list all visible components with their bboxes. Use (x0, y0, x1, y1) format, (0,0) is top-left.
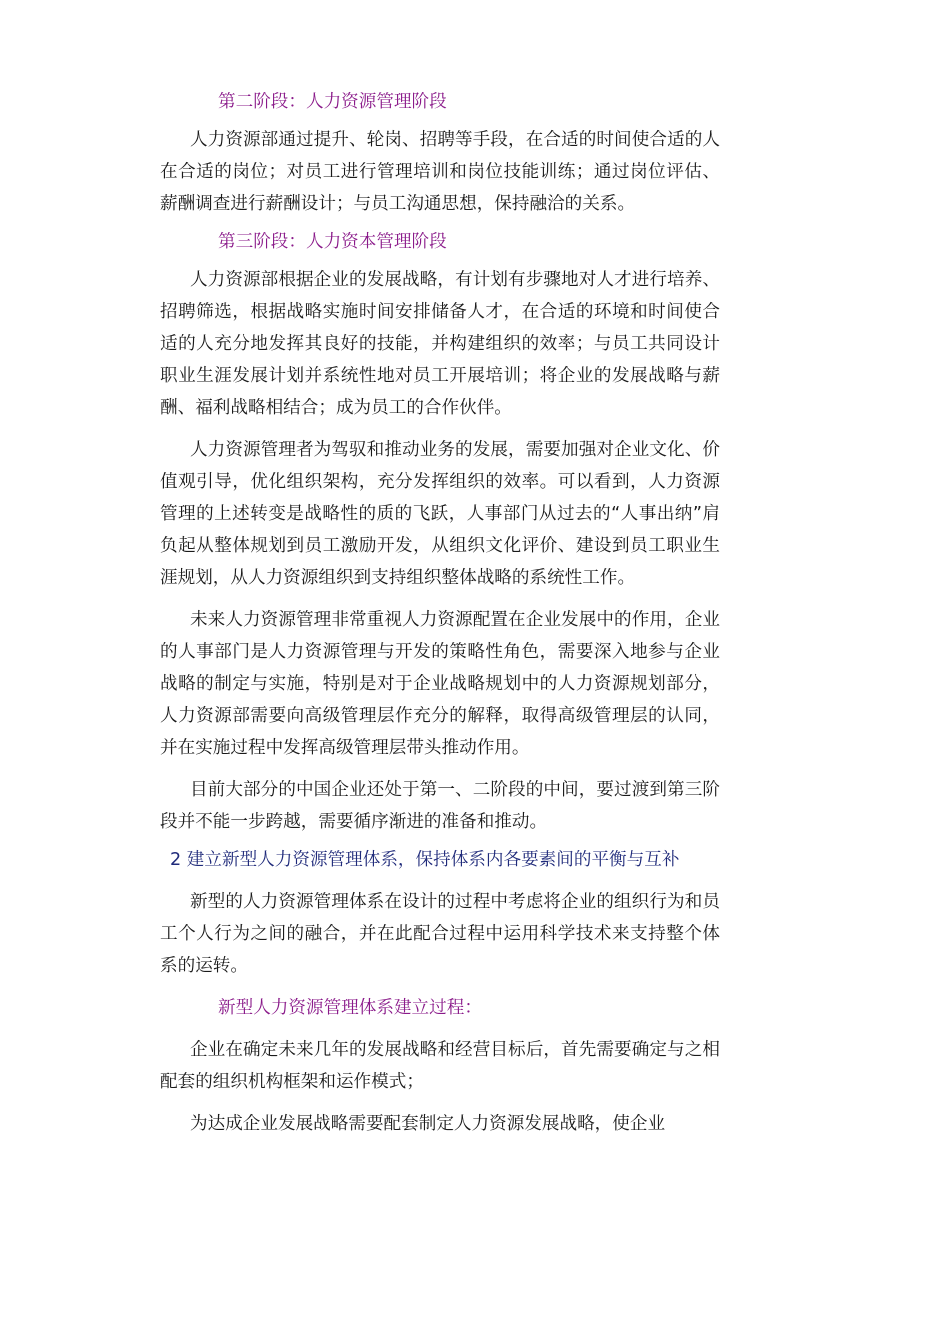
heading-section-2: 2 建立新型人力资源管理体系，保持体系内各要素间的平衡与互补 (170, 850, 680, 870)
heading-process: 新型人力资源管理体系建立过程： (218, 998, 482, 1018)
heading-stage-2: 第二阶段：人力资源管理阶段 (218, 92, 447, 112)
document-page (160, 86, 720, 1140)
paragraph-future-hr: 未来人力资源管理非常重视人力资源配置在企业发展中的作用，企业的人事部门是人力资源管理与开发的策略性角色，需要深入地参与企业战略的制定与实施，特别是对于企业战略规划中的人力资源规划部分，人力资源部需要向高级管理层作充分的解释，取得高级管理层的认同，并在实施过程中发挥高级管理层带头推动作用。 (160, 610, 720, 758)
paragraph-current-status: 目前大部分的中国企业还处于第一、二阶段的中间，要过渡到第三阶段并不能一步跨越，需要循序渐进的准备和推动。 (160, 780, 720, 832)
paragraph-process-step-1: 企业在确定未来几年的发展战略和经营目标后，首先需要确定与之相配套的组织机构框架和运作模式； (160, 1040, 720, 1092)
paragraph-process-step-2: 为达成企业发展战略需要配套制定人力资源发展战略，使企业 (190, 1114, 666, 1134)
paragraph-stage-2: 人力资源部通过提升、轮岗、招聘等手段，在合适的时间使合适的人在合适的岗位；对员工进行管理培训和岗位技能训练；通过岗位评估、薪酬调查进行薪酬设计；与员工沟通思想，保持融洽的关系。 (160, 130, 720, 214)
heading-stage-3: 第三阶段：人力资本管理阶段 (218, 232, 447, 252)
paragraph-stage-3: 人力资源部根据企业的发展战略，有计划有步骤地对人才进行培养、招聘筛选，根据战略实施时间安排储备人才，在合适的环境和时间使合适的人充分地发挥其良好的技能，并构建组织的效率；与员工共同设计职业生涯发展计划并系统性地对员工开展培训；将企业的发展战略与薪酬、福利战略相结合；成为员工的合作伙伴。 (160, 270, 720, 418)
paragraph-new-system: 新型的人力资源管理体系在设计的过程中考虑将企业的组织行为和员工个人行为之间的融合，并在此配合过程中运用科学技术来支持整个体系的运转。 (160, 892, 720, 976)
paragraph-hr-managers: 人力资源管理者为驾驭和推动业务的发展，需要加强对企业文化、价值观引导，优化组织架构，充分发挥组织的效率。可以看到，人力资源管理的上述转变是战略性的质的飞跃，人事部门从过去的“人事出纳”肩负起从整体规划到员工激励开发，从组织文化评价、建设到员工职业生涯规划，从人力资源组织到支持组织整体战略的系统性工作。 (160, 440, 720, 588)
